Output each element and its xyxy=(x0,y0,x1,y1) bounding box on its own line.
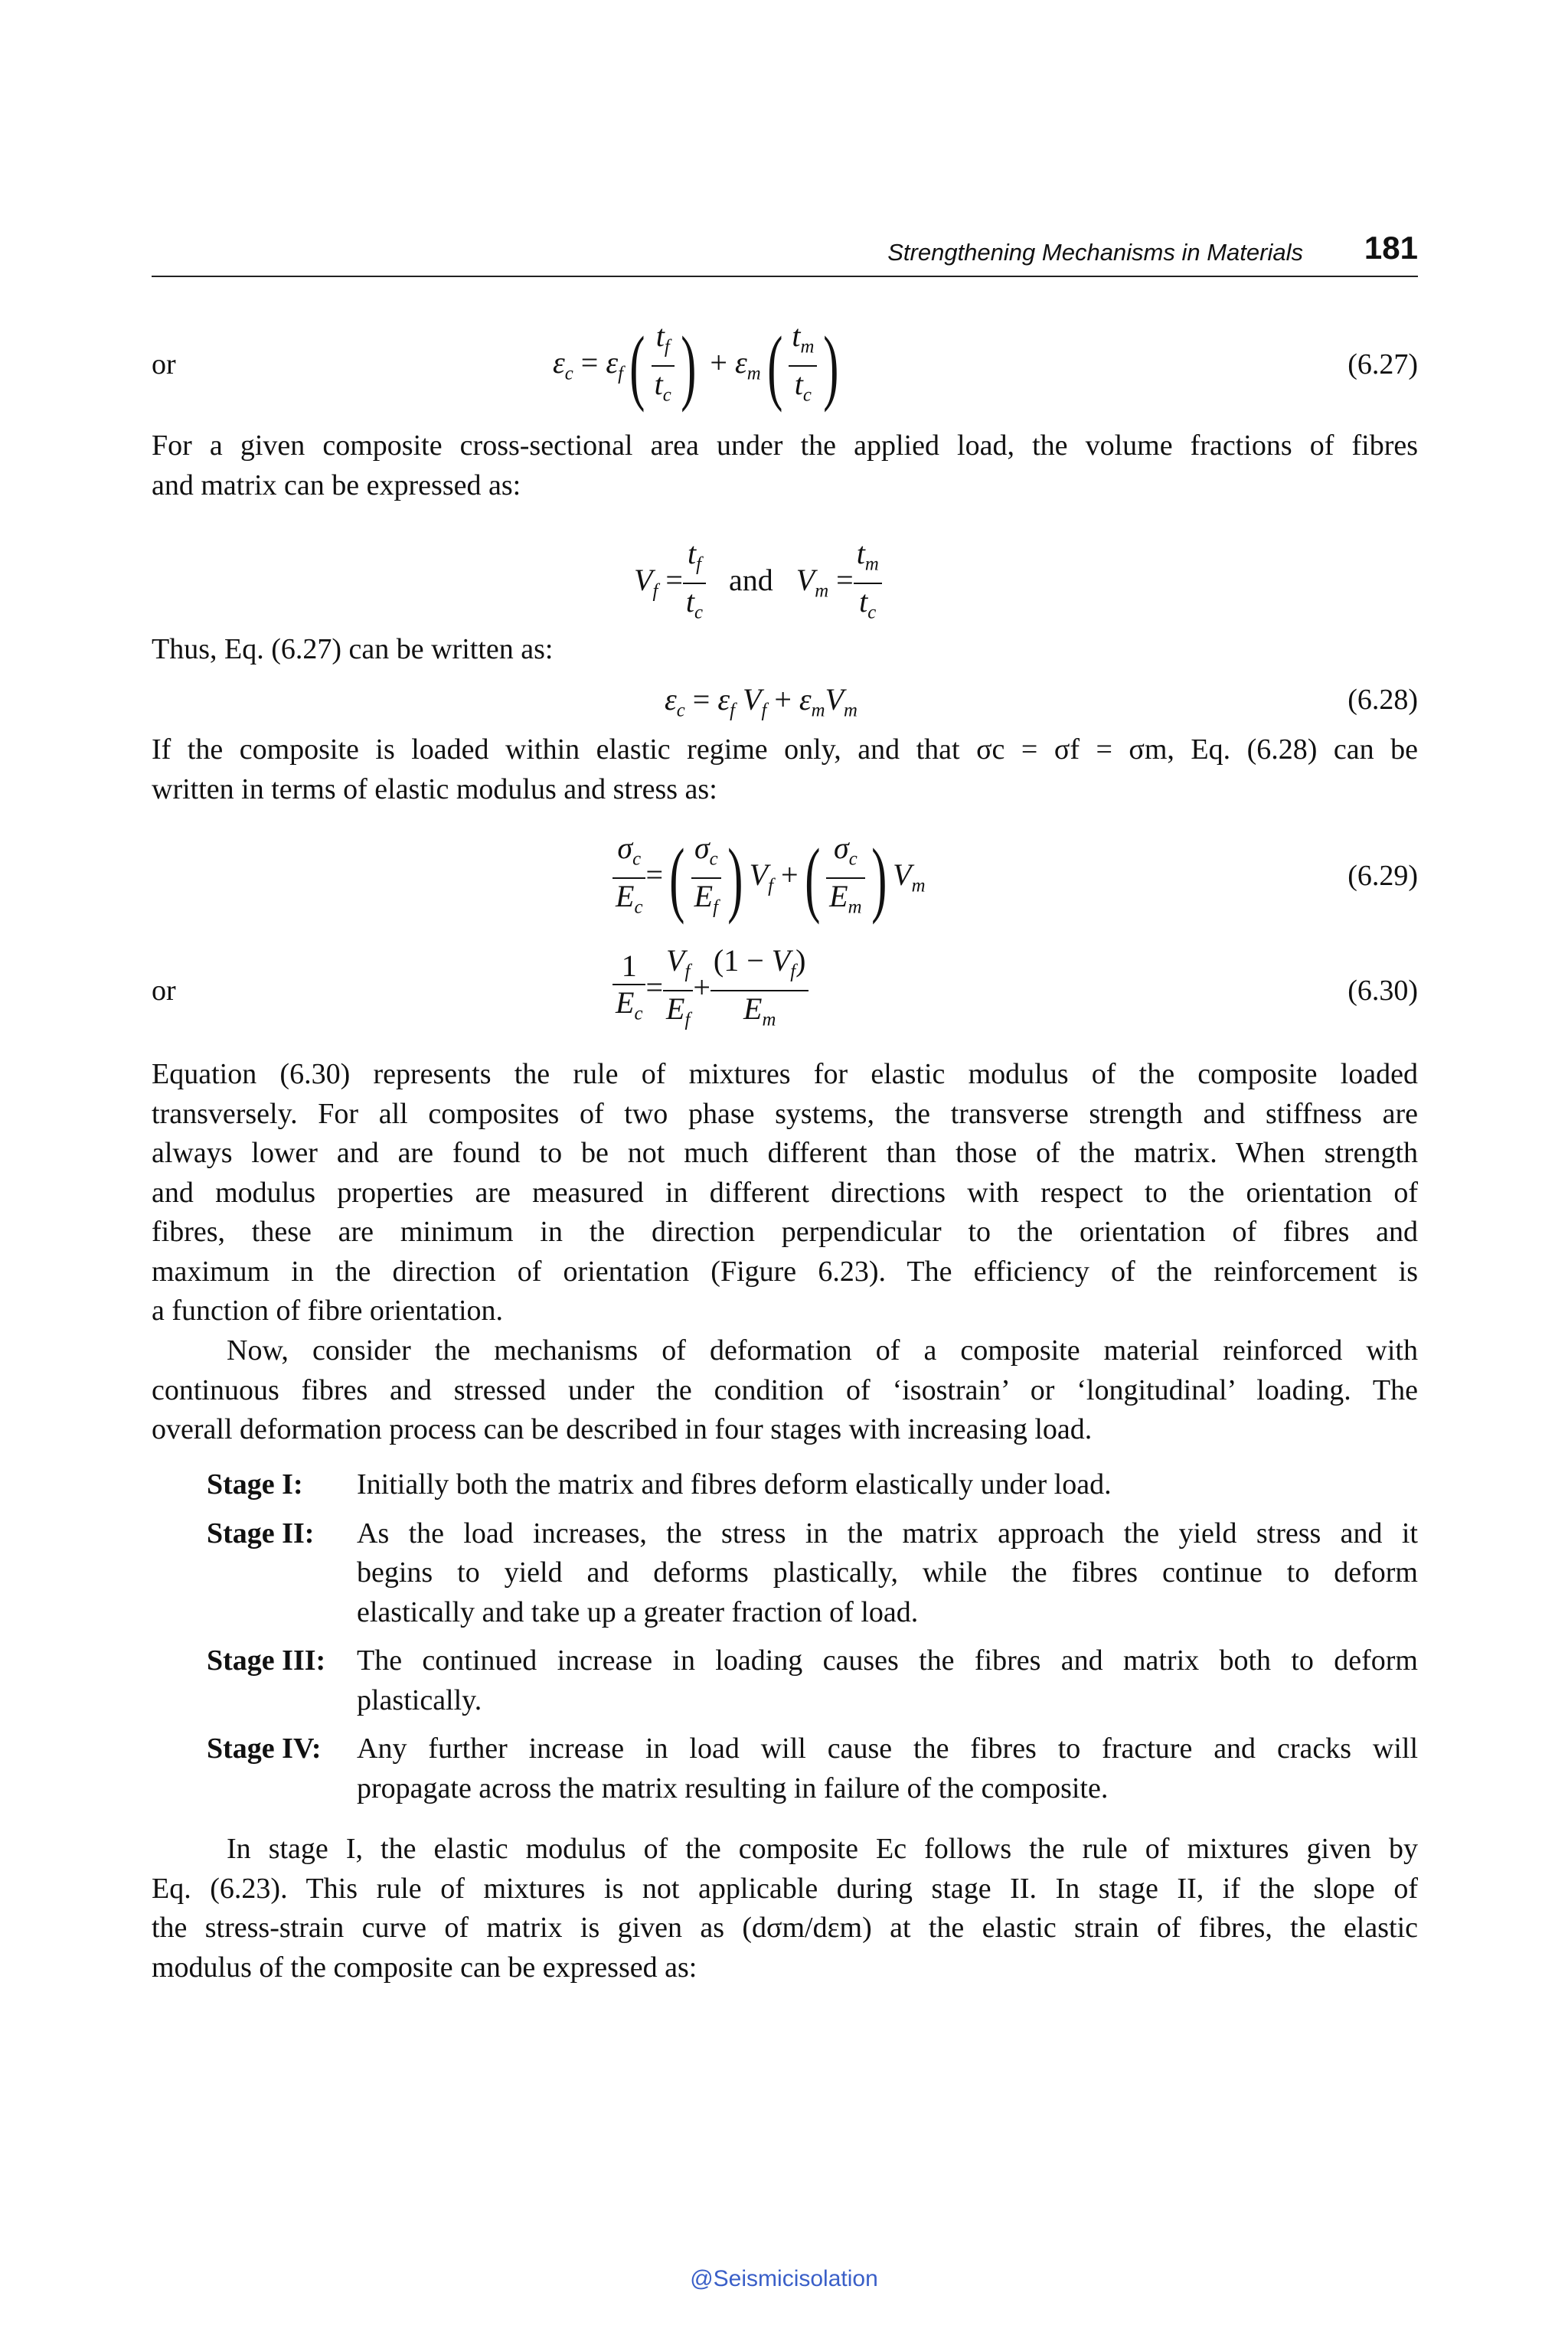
text-line: Eq. (6.23). This rule of mixtures is not applicable during stage II. In stage II, if the slope of xyxy=(152,1872,1418,1905)
equation-volume-fractions: $V_f$ = $\frac{t_f}{t_c}$ and $V_m$ = $\frac{t_m}{t_c}$ xyxy=(634,536,882,630)
stage-label: Stage I: xyxy=(207,1468,303,1501)
eq-6-27-lead: or xyxy=(152,348,176,380)
text-line: Any further increase in load will cause the fibres to fracture and cracks will xyxy=(357,1732,1418,1765)
stages-list xyxy=(207,1465,1418,1817)
watermark: @Seismicisolation xyxy=(690,2266,878,2291)
text-line: and modulus properties are measured in different directions with respect to the orientation of xyxy=(152,1176,1418,1209)
stage-label: Stage IV: xyxy=(207,1732,322,1765)
stage-label: Stage III: xyxy=(207,1644,326,1677)
text-line: The continued increase in loading causes the fibres and matrix both to deform xyxy=(357,1644,1418,1677)
stage-item xyxy=(207,1729,1418,1808)
text-line: and matrix can be expressed as: xyxy=(152,469,521,501)
text-line: Equation (6.30) represents the rule of mixtures for elastic modulus of the composite loaded xyxy=(152,1058,1418,1090)
page-number: 181 xyxy=(1364,230,1418,266)
text-line: continuous fibres and stressed under the condition of ‘isostrain’ or ‘longitudinal’ loading. The xyxy=(152,1373,1418,1406)
equation-6-28: $\varepsilon_c = \varepsilon_f$ $V_f + \varepsilon_mV_m$ xyxy=(665,682,858,721)
text-line: maximum in the direction of orientation (Figure 6.23). The efficiency of the reinforcement is xyxy=(152,1255,1418,1288)
paragraph-stage-moduli xyxy=(152,1830,1418,1987)
and-word: and xyxy=(729,562,773,597)
stage-item xyxy=(207,1465,1418,1505)
equation-6-30: $\frac{1}{E_c}$ = $\frac{V_f}{E_f}$ + $\frac{(1 - V_f)}{E_m}$ xyxy=(612,943,808,1037)
eq-6-29-number: (6.29) xyxy=(1348,860,1418,892)
stage-label: Stage II: xyxy=(207,1517,315,1550)
text-line: the stress-strain curve of matrix is given as (dσm/dεm) at the elastic strain of fibres, the elastic xyxy=(152,1912,1418,1944)
stage-item xyxy=(207,1514,1418,1633)
equation-6-27: $\varepsilon_c = \varepsilon_f$( $\frac{t_f}{t_c}$ ) + $\varepsilon_m$( $\frac{t_m}{t_c}$ ) xyxy=(553,318,839,413)
paragraph-thus: Thus, Eq. (6.27) can be written as: xyxy=(152,633,554,665)
paragraph-rule-of-mixtures xyxy=(152,1055,1418,1331)
eq-6-30-lead: or xyxy=(152,975,176,1007)
text-line: overall deformation process can be described in four stages with increasing load. xyxy=(152,1413,1093,1445)
text-line: always lower and are found to be not much different than those of the matrix. When strength xyxy=(152,1137,1418,1169)
text-line: Initially both the matrix and fibres deform elastically under load. xyxy=(357,1468,1112,1501)
text-line: For a given composite cross-sectional area under the applied load, the volume fractions of fibres xyxy=(152,429,1418,462)
eq-6-27-number: (6.27) xyxy=(1348,348,1418,380)
text-line: written in terms of elastic modulus and stress as: xyxy=(152,772,717,805)
paragraph-mechanisms xyxy=(152,1331,1418,1450)
eq-6-28-number: (6.28) xyxy=(1348,684,1418,716)
equation-6-29: $\frac{\sigma_c}{E_c}$ =( $\frac{\sigma_c}{E_f}$ ) $V_f$ +( $\frac{\sigma_c}{E_m}$ ) $V_m$ xyxy=(612,831,926,925)
text-line: Now, consider the mechanisms of deformation of a composite material reinforced with xyxy=(227,1334,1418,1367)
eq-6-30-number: (6.30) xyxy=(1348,975,1418,1007)
paragraph-volume-fractions xyxy=(152,426,1418,505)
text-line: plastically. xyxy=(357,1683,482,1716)
stage-item xyxy=(207,1641,1418,1720)
text-line: a function of fibre orientation. xyxy=(152,1295,504,1327)
text-line: transversely. For all composites of two phase systems, the transverse strength and stiffness are xyxy=(152,1097,1418,1130)
text-line: As the load increases, the stress in the matrix approach the yield stress and it xyxy=(357,1517,1418,1550)
paragraph-elastic-regime xyxy=(152,730,1418,809)
text-line: In stage I, the elastic modulus of the composite Ec follows the rule of mixtures given by xyxy=(227,1833,1418,1865)
text-line: propagate across the matrix resulting in failure of the composite. xyxy=(357,1772,1109,1804)
text-line: If the composite is loaded within elastic regime only, and that σc = σf = σm, Eq. (6.28) can be xyxy=(152,733,1418,766)
text-line: modulus of the composite can be expressed as: xyxy=(152,1951,697,1984)
running-head-title: Strengthening Mechanisms in Materials xyxy=(887,239,1303,266)
header-rule xyxy=(152,276,1418,277)
text-line: elastically and take up a greater fraction of load. xyxy=(357,1595,919,1628)
text-line: fibres, these are minimum in the direction perpendicular to the orientation of fibres and xyxy=(152,1216,1418,1248)
text-line: begins to yield and deforms plastically, while the fibres continue to deform xyxy=(357,1556,1418,1589)
running-head xyxy=(152,228,1418,276)
